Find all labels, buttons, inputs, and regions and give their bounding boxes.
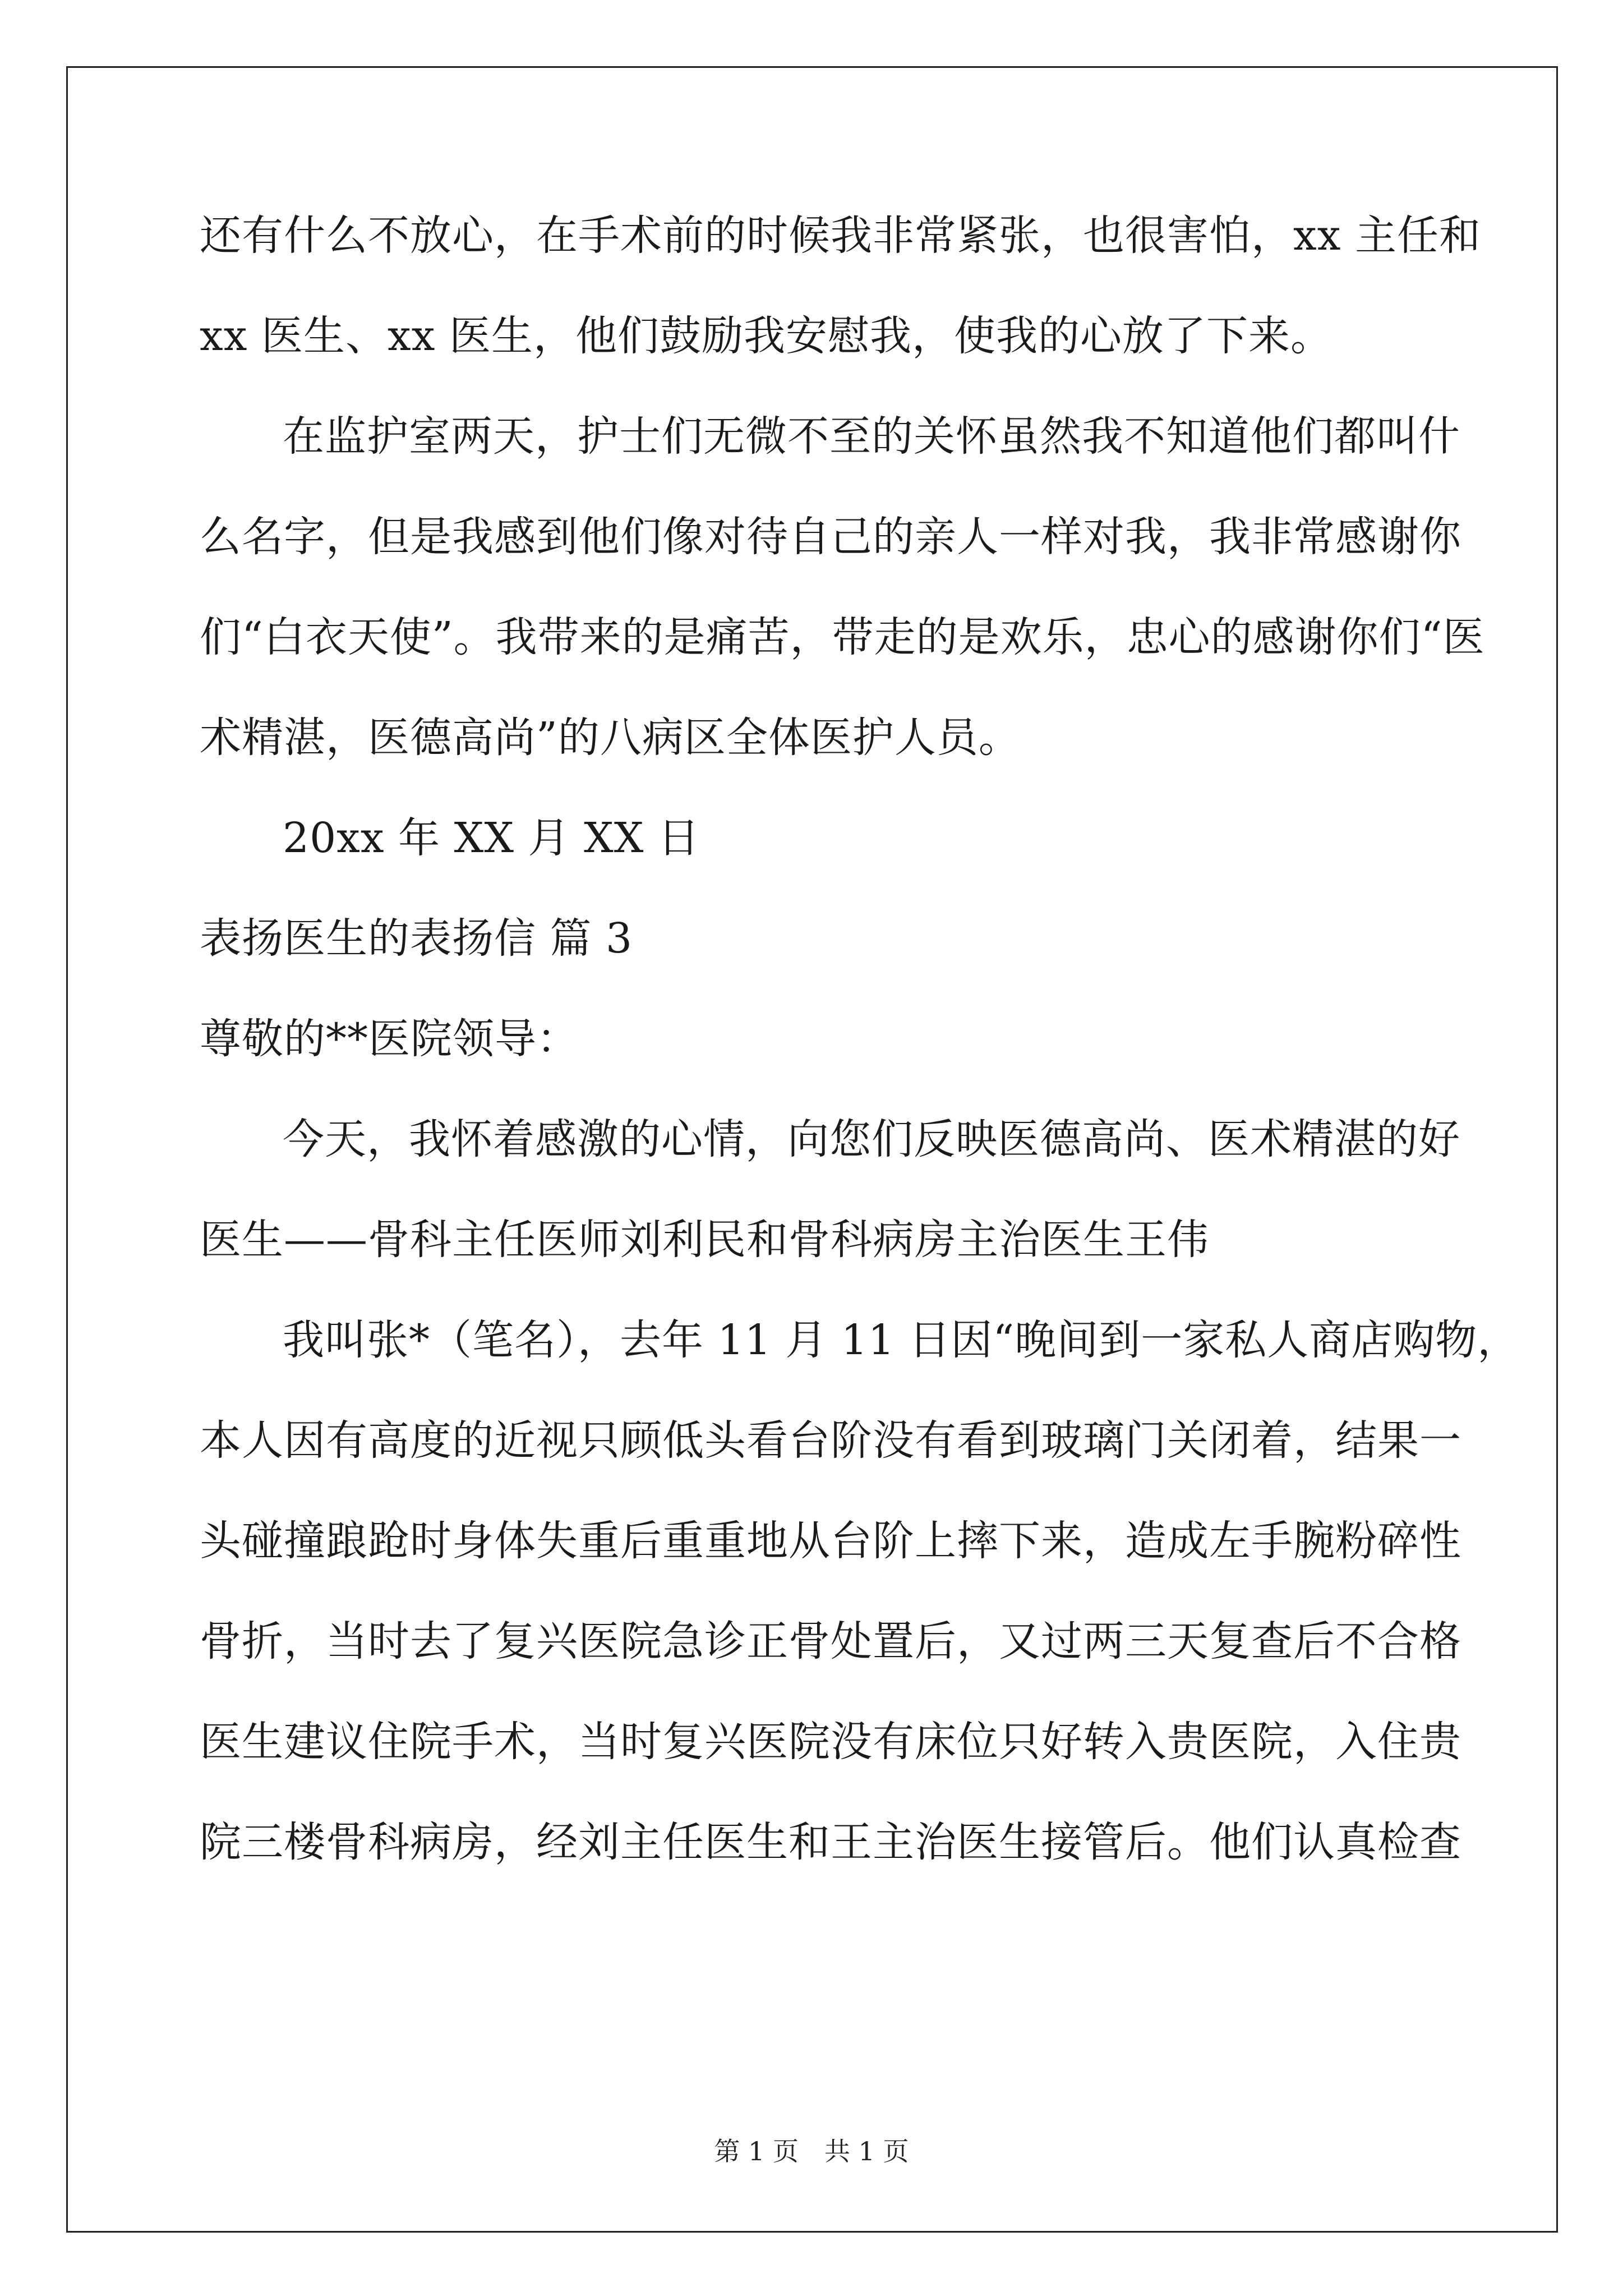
text-line: 本人因有高度的近视只顾低头看台阶没有看到玻璃门关闭着，结果一 <box>200 1416 1461 1465</box>
text-line: 骨折，当时去了复兴医院急诊正骨处置后，又过两三天复查后不合格 <box>200 1617 1461 1665</box>
text-line: 医生建议住院手术，当时复兴医院没有床位只好转入贵医院，入住贵 <box>200 1718 1461 1766</box>
text-line: 头碰撞踉跄时身体失重后重重地从台阶上摔下来，造成左手腕粉碎性 <box>200 1517 1461 1565</box>
text-line: 术精湛，医德高尚”的八病区全体医护人员。 <box>200 714 1021 762</box>
page-footer: 第 1 页 共 1 页 <box>714 2136 909 2166</box>
text-line: 们“白衣天使”。我带来的是痛苦，带走的是欢乐，忠心的感谢你们“医 <box>200 613 1485 661</box>
text-line: xx 医生、xx 医生，他们鼓励我安慰我，使我的心放了下来。 <box>200 312 1332 360</box>
text-line: 还有什么不放心，在手术前的时候我非常紧张，也很害怕，xx 主任和 <box>200 211 1481 260</box>
text-line: 么名字，但是我感到他们像对待自己的亲人一样对我，我非常感谢你 <box>200 513 1461 561</box>
date-line: 20xx 年 XX 月 XX 日 <box>283 814 700 862</box>
section-heading: 表扬医生的表扬信 篇 3 <box>200 914 633 963</box>
text-line: 我叫张*（笔名），去年 11 月 11 日因“晚间到一家私人商店购物， <box>283 1316 1520 1364</box>
text-line: 医生——骨科主任医师刘利民和骨科病房主治医生王伟 <box>200 1216 1209 1264</box>
text-line: 在监护室两天，护士们无微不至的关怀虽然我不知道他们都叫什 <box>283 412 1460 461</box>
text-line: 院三楼骨科病房，经刘主任医生和王主治医生接管后。他们认真检查 <box>200 1818 1461 1866</box>
text-line: 今天，我怀着感激的心情，向您们反映医德高尚、医术精湛的好 <box>283 1115 1460 1163</box>
document-body <box>200 208 1520 1915</box>
salutation: 尊敬的**医院领导： <box>200 1015 579 1063</box>
